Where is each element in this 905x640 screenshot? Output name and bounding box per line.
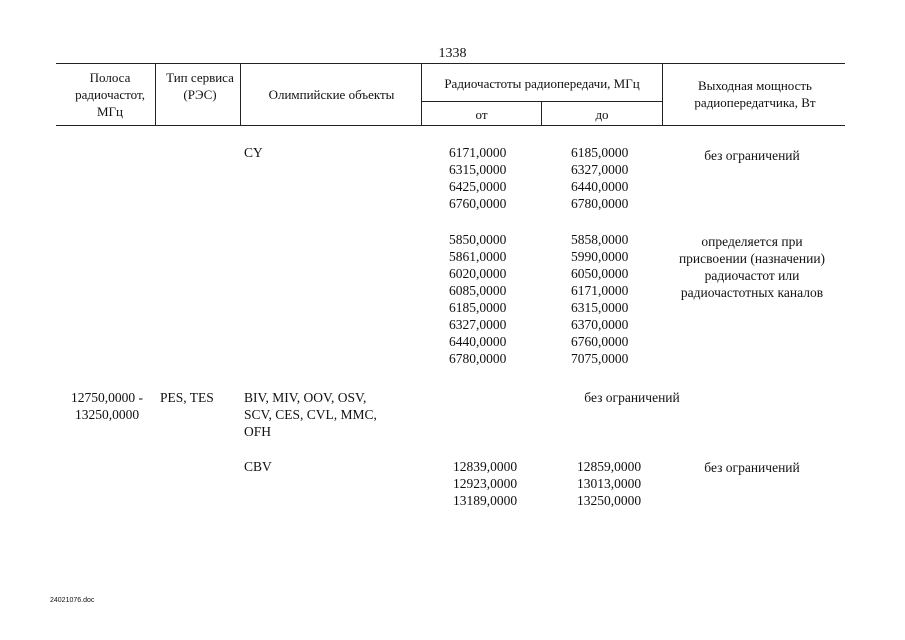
header-from: от (475, 107, 488, 122)
header-band: Полоса радиочастот, МГц (75, 70, 145, 119)
power-cell: определяется при присвоении (назначении) радиочастот или радиочастотных каналов (678, 234, 826, 300)
header-power: Выходная мощность радиопередатчика, Вт (694, 78, 816, 110)
service-cell: PES, TES (160, 390, 214, 405)
table-header (56, 63, 845, 126)
from-cell: 6171,0000 6315,0000 6425,0000 6760,0000 (449, 145, 507, 211)
band-cell: 12750,0000 - 13250,0000 (71, 390, 143, 422)
from-cell: 12839,0000 12923,0000 13189,0000 (453, 459, 518, 508)
from-cell: 5850,0000 5861,0000 6020,0000 6085,0000 6185,0000 6327,0000 6440,0000 6780,0000 (449, 232, 507, 366)
footer-filename: 24021076.doc (50, 597, 95, 604)
objects-cell: CBV (244, 459, 272, 474)
header-to: до (595, 107, 609, 122)
to-cell: 12859,0000 13013,0000 13250,0000 (577, 459, 642, 508)
power-cell: без ограничений (704, 460, 800, 475)
header-freq: Радиочастоты радиопередачи, МГц (444, 76, 640, 91)
power-cell: без ограничений (704, 148, 800, 163)
header-service: Тип сервиса (РЭС) (166, 70, 234, 102)
header-objects: Олимпийские объекты (268, 87, 395, 102)
objects-cell: CY (244, 145, 263, 160)
to-cell: 6185,0000 6327,0000 6440,0000 6780,0000 (571, 145, 629, 211)
to-cell: 5858,0000 5990,0000 6050,0000 6171,0000 6315,0000 6370,0000 6760,0000 7075,0000 (571, 232, 629, 366)
page-number: 1338 (438, 46, 467, 61)
power-cell: без ограничений (584, 390, 680, 405)
objects-cell: BIV, MIV, OOV, OSV, SCV, CES, CVL, MMC, OFH (244, 390, 377, 439)
